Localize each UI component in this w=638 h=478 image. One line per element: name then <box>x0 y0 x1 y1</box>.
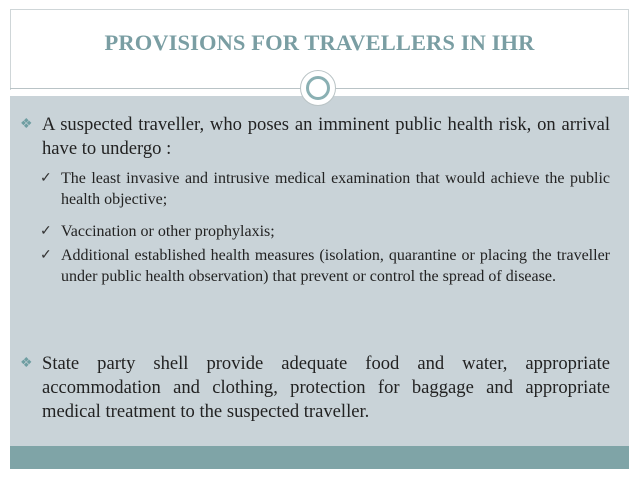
bullet-item-1 <box>20 113 610 161</box>
sub-item-text: Additional established health measures (isolation, quarantine or placing the traveller under public health observation) that prevent or control the spread of disease. <box>61 247 610 285</box>
sub-item-1 <box>40 168 610 210</box>
checkmark-icon: ✓ <box>40 171 52 186</box>
checkmark-icon: ✓ <box>40 248 52 263</box>
sub-item-2 <box>40 221 610 242</box>
checkmark-icon: ✓ <box>40 224 52 239</box>
slide-title: PROVISIONS FOR TRAVELLERS IN IHR <box>104 30 535 55</box>
bullet-text: A suspected traveller, who poses an imminent public health risk, on arrival have to undergo : <box>42 114 610 159</box>
bullet-text: State party shell provide adequate food and water, appropriate accommodation and clothing, protection for baggage and appropriate medical treatment to the suspected traveller. <box>42 353 610 422</box>
sub-item-3 <box>40 245 610 287</box>
footer-bar <box>10 446 629 469</box>
diamond-bullet-icon: ❖ <box>20 117 33 132</box>
sub-item-text: The least invasive and intrusive medical examination that would achieve the public health objective; <box>61 170 610 208</box>
diamond-bullet-icon: ❖ <box>20 356 33 371</box>
divider-ring-icon <box>300 70 336 106</box>
bullet-item-2 <box>20 352 610 424</box>
sub-item-text: Vaccination or other prophylaxis; <box>61 223 275 240</box>
